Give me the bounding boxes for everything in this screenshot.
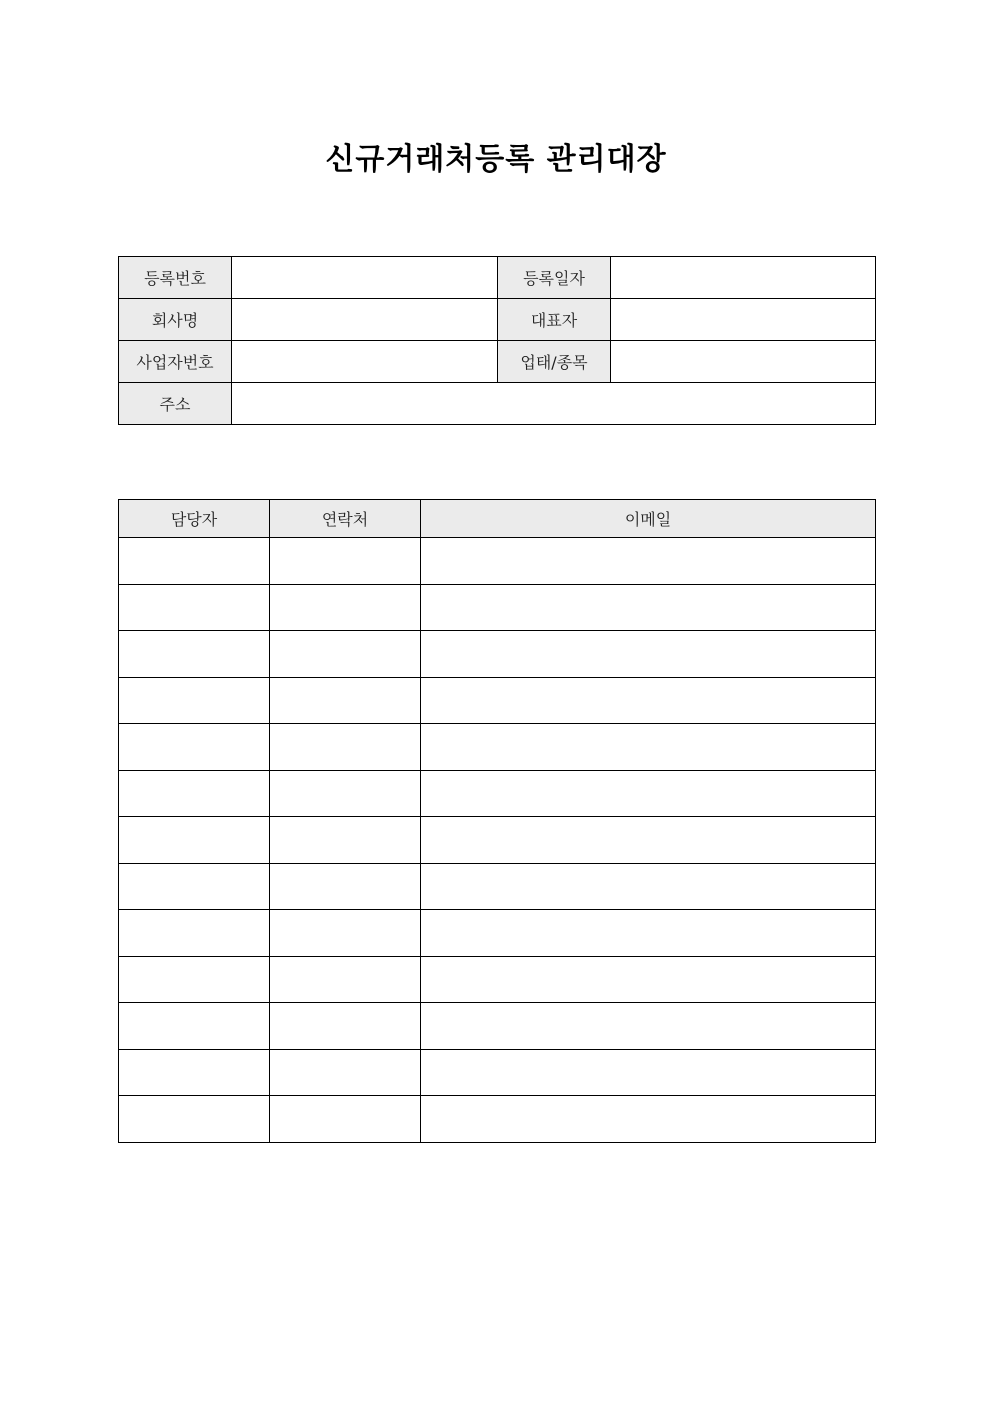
reg-date-label: 등록일자 (498, 257, 611, 299)
company-label: 회사명 (119, 299, 232, 341)
phone-cell[interactable] (270, 770, 421, 817)
address-label: 주소 (119, 383, 232, 425)
info-row (119, 299, 876, 341)
manager-cell[interactable] (119, 817, 270, 864)
phone-cell[interactable] (270, 863, 421, 910)
table-row (119, 677, 876, 724)
table-row (119, 863, 876, 910)
biz-no-label: 사업자번호 (119, 341, 232, 383)
phone-cell[interactable] (270, 1049, 421, 1096)
table-row (119, 1096, 876, 1143)
email-cell[interactable] (421, 863, 876, 910)
biz-no-field[interactable] (232, 341, 498, 383)
manager-cell[interactable] (119, 1096, 270, 1143)
biz-type-field[interactable] (611, 341, 876, 383)
contact-table (118, 499, 876, 1143)
email-cell[interactable] (421, 1003, 876, 1050)
manager-cell[interactable] (119, 677, 270, 724)
info-row (119, 257, 876, 299)
phone-cell[interactable] (270, 1003, 421, 1050)
email-cell[interactable] (421, 677, 876, 724)
manager-cell[interactable] (119, 1049, 270, 1096)
email-cell[interactable] (421, 538, 876, 585)
phone-cell[interactable] (270, 584, 421, 631)
manager-cell[interactable] (119, 863, 270, 910)
manager-cell[interactable] (119, 584, 270, 631)
email-cell[interactable] (421, 724, 876, 771)
company-info-table (118, 256, 876, 425)
table-row (119, 631, 876, 678)
biz-type-label: 업태/종목 (498, 341, 611, 383)
email-cell[interactable] (421, 584, 876, 631)
phone-cell[interactable] (270, 631, 421, 678)
info-row (119, 341, 876, 383)
column-header-phone: 연락처 (270, 500, 421, 538)
phone-cell[interactable] (270, 817, 421, 864)
address-field[interactable] (232, 383, 876, 425)
email-cell[interactable] (421, 1049, 876, 1096)
ceo-label: 대표자 (498, 299, 611, 341)
email-cell[interactable] (421, 631, 876, 678)
email-cell[interactable] (421, 956, 876, 1003)
table-row (119, 724, 876, 771)
table-row (119, 910, 876, 957)
reg-date-field[interactable] (611, 257, 876, 299)
table-row (119, 770, 876, 817)
phone-cell[interactable] (270, 910, 421, 957)
manager-cell[interactable] (119, 1003, 270, 1050)
manager-cell[interactable] (119, 538, 270, 585)
reg-no-label: 등록번호 (119, 257, 232, 299)
email-cell[interactable] (421, 910, 876, 957)
phone-cell[interactable] (270, 956, 421, 1003)
phone-cell[interactable] (270, 538, 421, 585)
table-row (119, 1003, 876, 1050)
reg-no-field[interactable] (232, 257, 498, 299)
company-field[interactable] (232, 299, 498, 341)
table-row (119, 956, 876, 1003)
column-header-email: 이메일 (421, 500, 876, 538)
manager-cell[interactable] (119, 956, 270, 1003)
phone-cell[interactable] (270, 724, 421, 771)
email-cell[interactable] (421, 817, 876, 864)
email-cell[interactable] (421, 770, 876, 817)
table-row (119, 538, 876, 585)
manager-cell[interactable] (119, 910, 270, 957)
manager-cell[interactable] (119, 724, 270, 771)
ceo-field[interactable] (611, 299, 876, 341)
page-title: 신규거래처등록 관리대장 (325, 142, 667, 177)
manager-cell[interactable] (119, 770, 270, 817)
table-row (119, 584, 876, 631)
manager-cell[interactable] (119, 631, 270, 678)
email-cell[interactable] (421, 1096, 876, 1143)
column-header-manager: 담당자 (119, 500, 270, 538)
phone-cell[interactable] (270, 677, 421, 724)
table-row (119, 817, 876, 864)
info-row (119, 383, 876, 425)
contact-header-row (119, 500, 876, 538)
table-row (119, 1049, 876, 1096)
phone-cell[interactable] (270, 1096, 421, 1143)
